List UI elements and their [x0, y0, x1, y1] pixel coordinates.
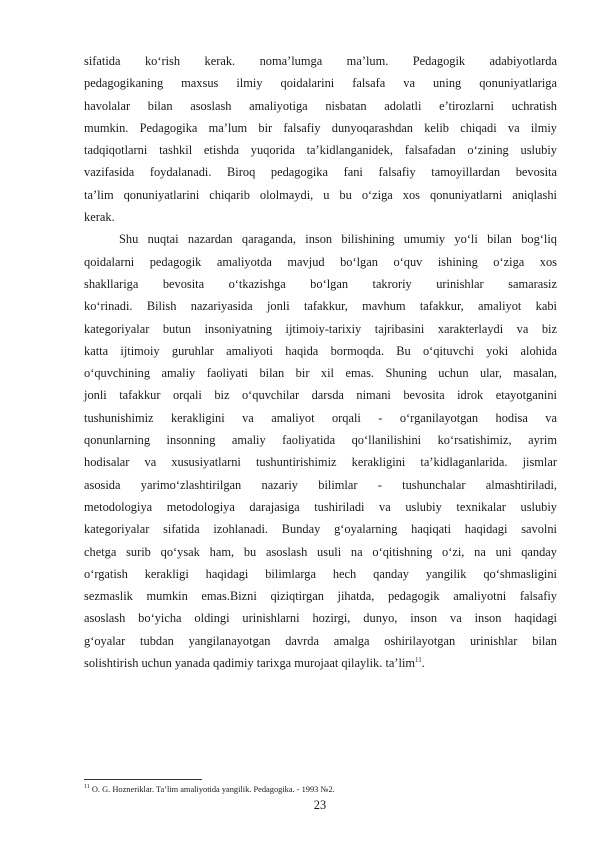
footnote-divider	[84, 779, 202, 780]
text-line: asosida yarimo‘zlashtirilgan nazariy bilimlar - tushunchalar almashtiriladi,	[84, 477, 557, 492]
text-line: ta’lim qonuniyatlarini chiqarib ololmaydi, u bu o‘ziga xos qonuniyatlarni aniqlashi	[84, 187, 557, 202]
text-line-last	[84, 652, 557, 674]
text-line: sifatida ko‘rish kerak. noma’lumga ma’lum. Pedagogik adabiyotlarda	[84, 54, 557, 68]
footnote-text: O. G. Hozneriklar. Ta’lim amaliyotida yangilik. Pedagogika. - 1993 №2.	[89, 785, 335, 794]
text-line: kategoriyalar sifatida izohlanadi. Bunday g‘oyalarning haqiqati haqidagi savolni	[84, 522, 557, 537]
text-line: ko‘rinadi. Bilish nazariyasida jonli tafakkur, mavhum tafakkur, amaliyot kabi	[84, 299, 557, 314]
text-line: kerak.	[84, 210, 115, 225]
text-line: katta ijtimoiy guruhlar amaliyoti haqida bormoqda. Bu o‘qituvchi yoki alohida	[84, 343, 557, 358]
text-line: Shu nuqtai nazardan qaraganda, inson bilishining umumiy yo‘li bilan bog‘liq	[119, 232, 557, 247]
last-line-text: solishtirish uchun yanada qadimiy tarixga murojaat qilaylik. ta’lim	[84, 656, 416, 671]
text-line: pedagogikaning maxsus ilmiy qoidalarini falsafa va uning qonuniyatlariga	[84, 76, 557, 91]
footnote	[84, 784, 335, 795]
text-line: mumkin. Pedagogika ma’lum bir falsafiy dunyoqarashdan kelib chiqadi va ilmiy	[84, 120, 557, 135]
text-line: g‘oyalar tubdan yangilanayotgan davrda amalga oshirilayotgan urinishlar bilan	[84, 633, 557, 648]
page-number: 23	[313, 798, 327, 812]
text-line: metodologiya metodologiya darajasiga tushiriladi va uslubiy texnikalar uslubiy	[84, 499, 557, 514]
paragraph-2	[84, 228, 557, 674]
text-line: qonunlarning insonning amaliy faoliyatida qo‘llanilishini ko‘rsatishimiz, ayrim	[84, 433, 557, 448]
text-line: jonli tafakkur orqali biz o‘quvchilar darsda nimani bevosita idrok etayotganini	[84, 388, 557, 403]
text-line: asoslash bo‘yicha oldingi urinishlarni hozirgi, dunyo, inson va inson haqidagi	[84, 611, 557, 626]
footnote-marker: 11	[84, 784, 90, 791]
text-line: vazifasida foydalanadi. Biroq pedagogika fani falsafiy tamoyillardan bevosita	[84, 165, 557, 180]
text-line: tadqiqotlarni tashkil etishda yuqorida ta’kidlanganidek, falsafadan o‘zining uslubiy	[84, 143, 557, 158]
text-line: hodisalar va xususiyatlarni tushuntirishimiz kerakligini ta’kidlaganlarida. jismlar	[84, 455, 557, 470]
text-line: o‘quvchining amaliy faoliyati bilan bir xil emas. Shuning uchun ular, masalan,	[84, 366, 557, 381]
footnote-reference[interactable]: 11	[415, 655, 422, 664]
text-line: chetga surib qo‘ysak ham, bu asoslash usuli na o‘qitishning o‘zi, na uni qanday	[84, 544, 557, 559]
text-line: kategoriyalar butun insoniyatning ijtimoiy-tarixiy tajribasini xarakterlaydi va biz	[84, 321, 557, 336]
paragraph-1	[84, 50, 557, 228]
text-line: sezmaslik mumkin emas.Bizni qiziqtirgan jihatda, pedagogik amaliyotni falsafiy	[84, 589, 557, 604]
page-body	[84, 50, 557, 674]
text-line: qoidalarni pedagogik amaliyotda mavjud bo‘lgan o‘quv ishining o‘ziga xos	[84, 254, 557, 269]
closing-period: .	[421, 656, 425, 671]
text-line: shakllariga bevosita o‘tkazishga bo‘lgan takroriy urinishlar samarasiz	[84, 276, 557, 291]
text-line: tushunishimiz kerakligini va amaliyot orqali - o‘rganilayotgan hodisa va	[84, 410, 557, 425]
text-line: o‘rgatish kerakligi haqidagi bilimlarga hech qanday yangilik qo‘shmasligini	[84, 566, 557, 581]
text-line: havolalar bilan asoslash amaliyotiga nisbatan adolatli e’tirozlarni uchratish	[84, 98, 557, 113]
